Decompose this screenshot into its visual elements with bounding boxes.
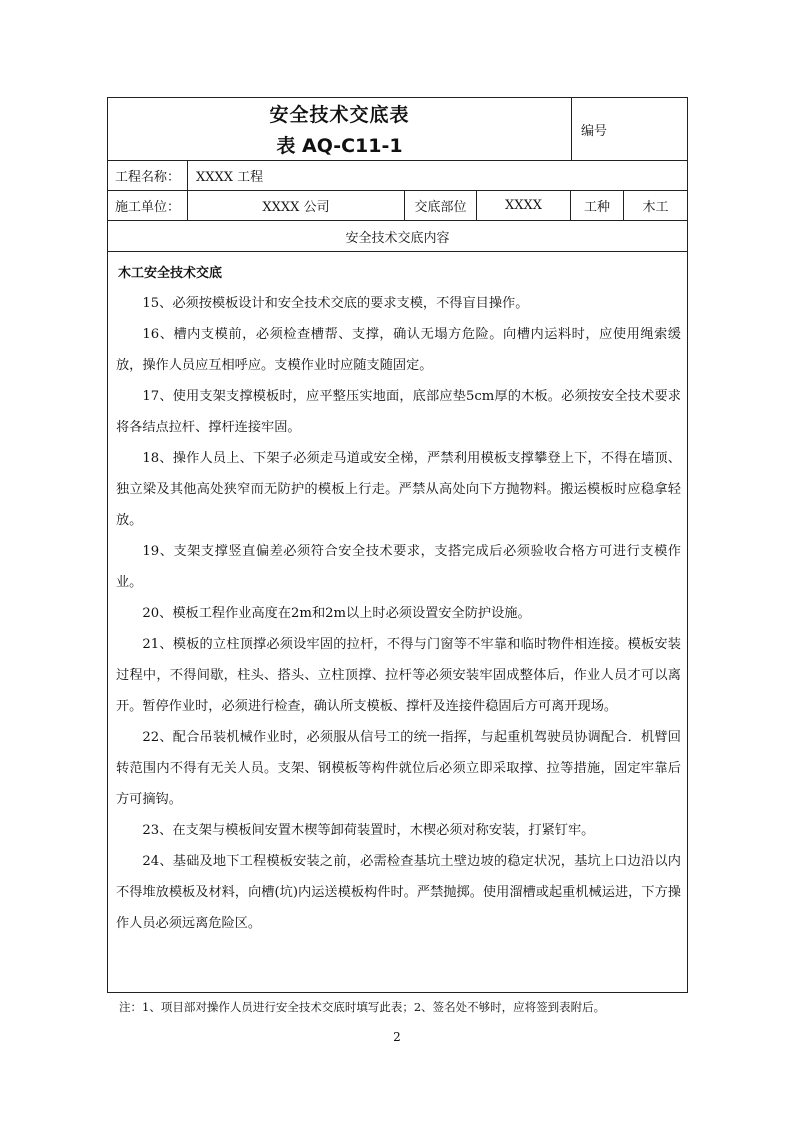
form-code: 表 AQ-C11-1	[276, 135, 403, 157]
paragraph-item: 20、模板工程作业高度在2m和2m以上时必须设置安全防护设施。	[142, 606, 531, 621]
form-title: 安全技术交底表	[269, 104, 410, 126]
paragraph-item: 21、模板的立柱顶撑必须设牢固的拉杆，不得与门窗等不牢靠和临时物件相连接。模板安装过程中，不得间歇，柱头、搭头、立柱顶撑、拉杆等必须安装牢固成整体后，作业人员才可以离开。暂停作业时，必须进行检查，确认所支模板、撑杆及连接件稳固后方可离开现场。	[116, 637, 681, 714]
project-value[interactable]: XXXX 工程	[196, 170, 264, 185]
part-label: 交底部位	[405, 191, 477, 220]
part-value[interactable]: XXXX	[477, 191, 571, 220]
content-header: 安全技术交底内容	[345, 230, 450, 246]
trade-value[interactable]: 木工	[642, 200, 669, 215]
title-row	[108, 98, 687, 161]
unit-value[interactable]: XXXX 公司	[188, 191, 405, 220]
trade-label: 工种	[571, 191, 624, 220]
project-row	[108, 161, 687, 191]
paragraph-item: 19、支架支撑竖直偏差必须符合安全技术要求，支搭完成后必须验收合格方可进行支模作业。	[116, 544, 681, 590]
page-number: 2	[393, 1030, 401, 1044]
unit-row	[108, 191, 687, 221]
title-block	[108, 98, 572, 160]
paragraph-item: 23、在支架与模板间安置木楔等卸荷装置时，木楔必须对称安装，打紧钉牢。	[142, 823, 595, 838]
paragraph-item: 24、基础及地下工程模板安装之前，必需检查基坑土壁边坡的稳定状况，基坑上口边沿以内不得堆放模板及材料，向槽(坑)内运送模板构件时。严禁抛掷。使用溜槽或起重机械运进，下方操作人员必须远离危险区。	[116, 854, 681, 931]
content-body	[108, 252, 687, 992]
project-label: 工程名称：	[108, 161, 188, 190]
paragraph-item: 22、配合吊装机械作业时，必须服从信号工的统一指挥，与起重机驾驶员协调配合．机臂回转范围内不得有无关人员。支架、钢模板等构件就位后必须立即采取撑、拉等措施，固定牢靠后方可摘钩。	[116, 730, 681, 807]
paragraph-item: 17、使用支架支撑模板时，应平整压实地面，底部应垫5cm厚的木板。必须按安全技术要求将各结点拉杆、撑杆连接牢固。	[116, 389, 681, 435]
content-header-row	[108, 221, 687, 252]
number-label: 编号	[581, 123, 608, 139]
paragraph-item: 18、操作人员上、下架子必须走马道或安全梯，严禁利用模板支撑攀登上下，不得在墙顶、独立梁及其他高处狭窄而无防护的模板上行走。严禁从高处向下方抛物料。搬运模板时应稳拿轻放。	[116, 451, 681, 528]
safety-briefing-form	[107, 97, 688, 993]
paragraph-item: 16、槽内支模前，必须检查槽帮、支撑，确认无塌方危险。向槽内运料时，应使用绳索缓放，操作人员应互相呼应。支模作业时应随支随固定。	[116, 327, 681, 373]
paragraph-list	[116, 288, 681, 939]
content-heading: 木工安全技术交底	[118, 266, 223, 281]
footnote: 注：1、项目部对操作人员进行安全技术交底时填写此表；2、签名处不够时，应将签到表附后。	[119, 1000, 606, 1014]
unit-label: 施工单位：	[108, 191, 188, 220]
number-cell	[571, 98, 687, 160]
paragraph-item: 15、必须按模板设计和安全技术交底的要求支模，不得盲目操作。	[142, 296, 529, 311]
